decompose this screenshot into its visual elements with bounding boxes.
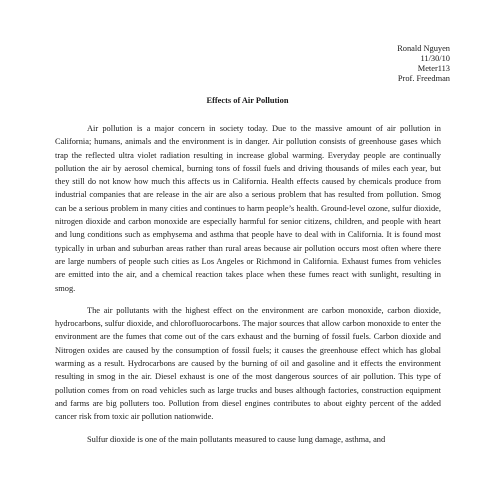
paragraph-intro: Air pollution is a major concern in society today. Due to the massive amount of air pollution in California; humans, animals and the environment is in danger. Air pollution consists of greenhouse gases which trap the reflected ultra violet radiation resulting in increase global warming. Everyday people are continually pollution the air by aerosol chemical, burning tons of fossil fuels and driving thousands of miles each year, but they still do not know how much this affects us in California. Health effects caused by chemicals produce from industrial companies that are release in the air are also a serious problem that has resulted from pollution. Smog can be a serious problem in many cities and continues to harm people’s health. Ground-level ozone, sulfur dioxide, nitrogen dioxide and carbon monoxide are especially harmful for senior citizens, children, and people with heart and lung conditions such as emphysema and asthma that people have to deal with in California. It is found most typically in urban and suburban areas rather than rural areas because air pollution occurs most often where there are large numbers of people such cities as Los Angeles or Richmond in California. Exhaust fumes from vehicles are emitted into the air, and a chemical reaction takes place when these fumes react with sunlight, resulting in smog. (55, 124, 441, 293)
document-body (55, 122, 441, 446)
course-code: Meter113 (417, 64, 450, 74)
author-name: Ronald Nguyen (397, 44, 450, 53)
paragraph-pollutants: The air pollutants with the highest effect on the environment are carbon monoxide, carbon dioxide, hydrocarbons, sulfur dioxide, and chlorofluorocarbons. The major sources that allow carbon monoxide to enter the environment are the fumes that come out of the cars exhaust and the burning of fossil fuels. Carbon dioxide and Nitrogen oxides are caused by the consumption of fossil fuels; it causes the greenhouse effect which has global warming as a result. Hydrocarbons are caused by the burning of oil and gasoline and it effects the environment resulting in smog in the air. Diesel exhaust is one of the most dangerous sources of air pollution. This type of pollution comes from on road vehicles such as large trucks and buses although factories, construction equipment and farms are big polluters too. Pollution from diesel engines contributes to about eighty percent of the added cancer risk from toxic air pollution nationwide. (55, 305, 441, 422)
paragraph-sulfur-dioxide: Sulfur dioxide is one of the main pollutants measured to cause lung damage, asthma, and (87, 434, 386, 444)
author-header (397, 44, 450, 84)
document-title: Effects of Air Pollution (206, 96, 289, 105)
professor-name: Prof. Freedman (397, 74, 450, 84)
document-date: 11/30/10 (420, 54, 450, 64)
